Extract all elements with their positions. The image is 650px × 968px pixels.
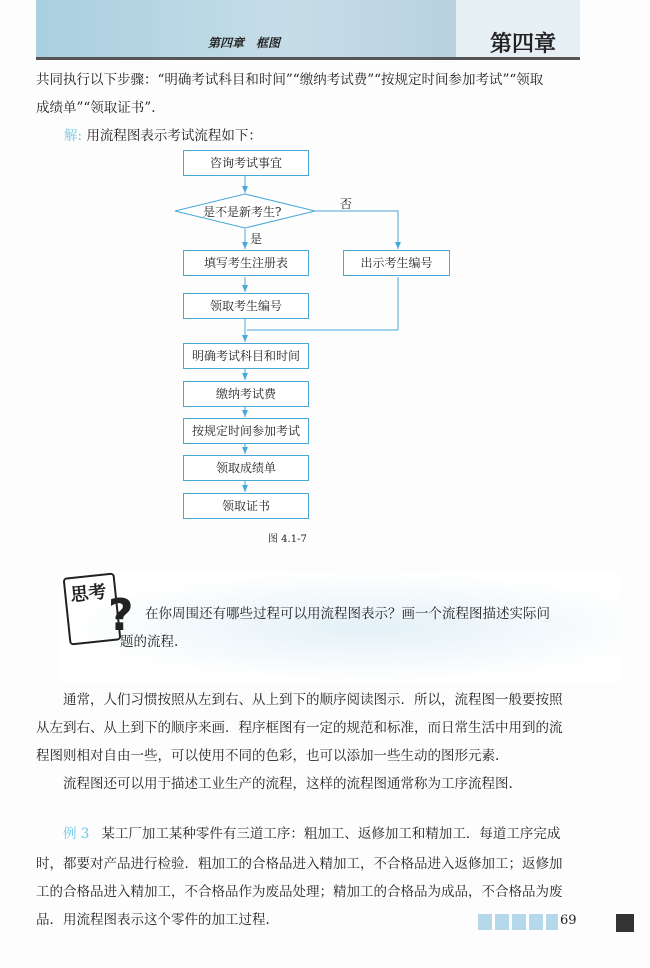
flow-step: 缴纳考试费 [183, 381, 309, 407]
flow-step: 填写考生注册表 [183, 250, 309, 276]
solution-text: 用流程图表示考试流程如下： [86, 128, 262, 144]
example-line: 工的合格品进入精加工，不合格品作为废品处理；精加工的合格品为成品，不合格品为废 [36, 884, 563, 900]
think-icon: 思考 [63, 572, 122, 645]
flow-step: 按规定时间参加考试 [183, 418, 309, 444]
intro-line: 共同执行以下步骤：“明确考试科目和时间”“缴纳考试费”“按规定时间参加考试”“领取 [36, 72, 544, 88]
flow-step: 咨询考试事宜 [183, 150, 309, 176]
example-line: 品．用流程图表示这个零件的加工过程. [36, 912, 270, 928]
decision-text: 是不是新考生? [203, 205, 282, 219]
footer-marker [616, 914, 634, 932]
body-line: 通常，人们习惯按照从左到右、从上到下的顺序阅读图示．所以，流程图一般要按照 [63, 692, 563, 708]
example-line: 时，都要对产品进行检验．粗加工的合格品进入精加工，不合格品进入返修加工；返修加 [36, 856, 563, 872]
body-line: 程图则相对自由一些，可以使用不同的色彩，也可以添加一些生动的图形元素. [36, 748, 500, 764]
flow-step: 领取成绩单 [183, 455, 309, 481]
example-label: 例 3 [63, 826, 90, 842]
think-text: 在你周围还有哪些过程可以用流程图表示？画一个流程图描述实际问 [145, 606, 550, 622]
figure-caption: 图 4.1-7 [268, 534, 307, 545]
footer-decoration [478, 914, 558, 930]
flow-step: 领取证书 [183, 493, 309, 519]
flow-step: 明确考试科目和时间 [183, 343, 309, 369]
page-number: 69 [560, 913, 577, 928]
intro-line: 成绩单”“领取证书”. [36, 100, 156, 116]
body-line: 流程图还可以用于描述工业生产的流程，这样的流程图通常称为工序流程图. [63, 776, 513, 792]
no-label: 否 [340, 197, 353, 211]
running-title: 第四章 框图 [208, 36, 281, 50]
flow-alt-step: 出示考生编号 [343, 250, 450, 276]
question-mark-icon: ? [108, 590, 134, 641]
think-text: 题的流程. [120, 634, 179, 650]
yes-label: 是 [250, 232, 263, 246]
chapter-title: 第四章 [490, 32, 557, 57]
example-line: 某工厂加工某种零件有三道工序：粗加工、返修加工和精加工．每道工序完成 [101, 826, 561, 842]
body-line: 从左到右、从上到下的顺序来画．程序框图有一定的规范和标准，而日常生活中用到的流 [36, 720, 563, 736]
flow-step: 领取考生编号 [183, 293, 309, 319]
solution-label: 解: [64, 128, 83, 144]
